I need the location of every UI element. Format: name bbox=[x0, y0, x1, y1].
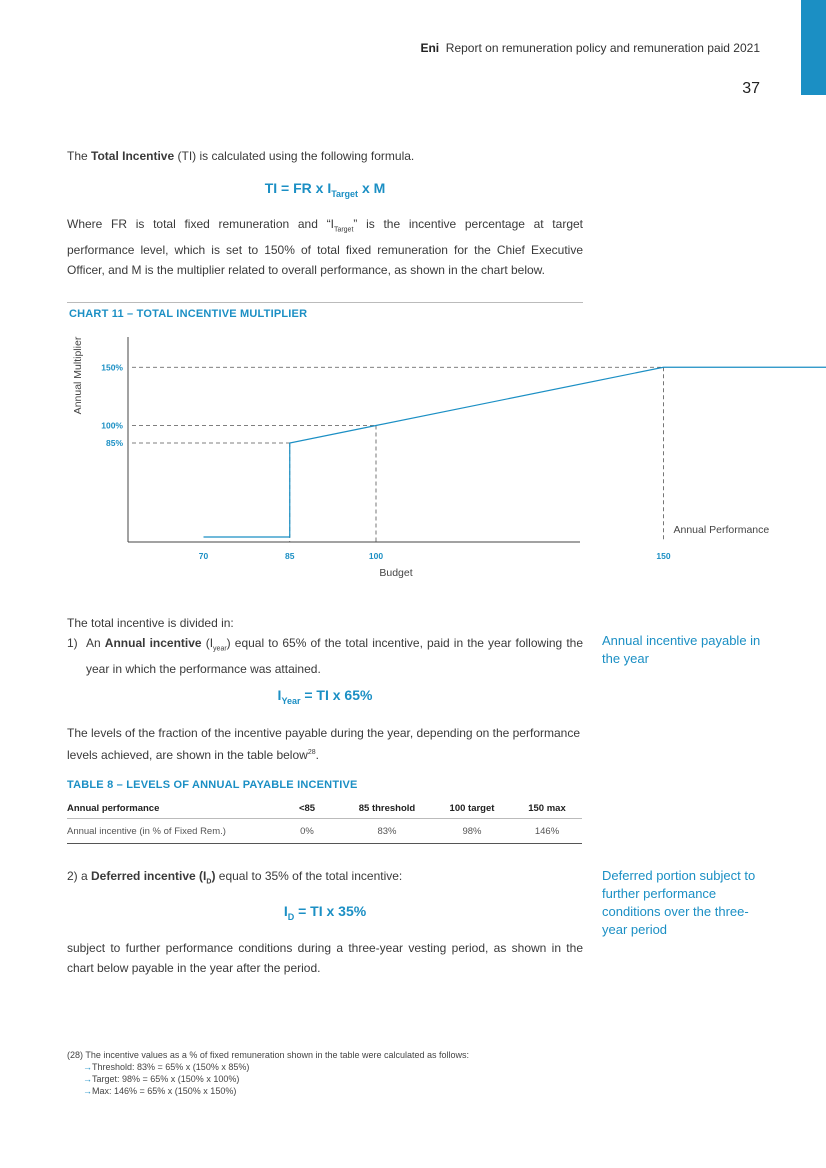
footnote bbox=[67, 1049, 587, 1097]
item-1 bbox=[67, 633, 583, 679]
levels-paragraph bbox=[67, 723, 583, 765]
formula-d-main: I bbox=[283, 903, 288, 919]
sidebar-note-annual: Annual incentive payable in the year bbox=[602, 633, 761, 666]
sidebar-note-deferred: Deferred portion subject to further performance conditions over the three-year period bbox=[602, 868, 756, 937]
table-header-cell: <85 bbox=[298, 802, 316, 814]
item-2-post: equal to 35% of the total incentive: bbox=[215, 869, 403, 883]
chart-top-rule bbox=[67, 302, 583, 303]
x-tick-label: 150 bbox=[656, 551, 671, 561]
formula-ti-sub: Target bbox=[331, 188, 359, 199]
levels-text: The levels of the fraction of the incentive payable during the year, depending on the performance levels achieved, are shown in the table below bbox=[67, 726, 580, 762]
item-1-number: 1) bbox=[67, 636, 78, 650]
x-axis-label: Annual Performance bbox=[673, 524, 770, 536]
footnote-line-text: Target: 98% = 65% x (150% x 100%) bbox=[92, 1074, 240, 1084]
formula-ti-tail: x M bbox=[358, 180, 386, 196]
table-cell: Annual incentive (in % of Fixed Rem.) bbox=[67, 825, 226, 837]
multiplier-series-line bbox=[204, 367, 826, 537]
item-1-paren: (I bbox=[201, 636, 214, 650]
item-2-bold: Deferred incentive (I bbox=[91, 869, 207, 883]
item-2-bold-end: ) bbox=[211, 869, 216, 883]
x-tick-label: 85 bbox=[285, 551, 295, 561]
table-header-cell: 100 target bbox=[449, 802, 495, 814]
item-1-pre: An bbox=[86, 636, 105, 650]
item-2 bbox=[67, 866, 402, 892]
formula-year-tail: = TI x 65% bbox=[300, 687, 373, 703]
item-2-sub: D bbox=[206, 878, 212, 886]
table-cell: 146% bbox=[534, 825, 560, 837]
arrow-icon: → bbox=[83, 1074, 92, 1084]
where-part1: Where FR is total fixed remuneration and “I bbox=[67, 217, 334, 231]
y-tick-label: 150% bbox=[101, 362, 123, 373]
levels-table bbox=[67, 798, 582, 844]
page-number: 37 bbox=[742, 80, 760, 97]
table-header-cell: 85 threshold bbox=[358, 802, 416, 814]
intro-bold: Total Incentive bbox=[91, 149, 175, 163]
multiplier-chart bbox=[60, 325, 770, 585]
footnote-main: (28) The incentive values as a % of fixed remuneration shown in the table were calculated as follows: bbox=[67, 1050, 470, 1060]
multiplier-chart-svg bbox=[60, 325, 770, 585]
formula-d-sub: D bbox=[287, 911, 295, 922]
table-row bbox=[67, 819, 582, 844]
footnote-line-text: Max: 146% = 65% x (150% x 150%) bbox=[92, 1086, 237, 1096]
intro-pre: The bbox=[67, 149, 92, 163]
y-tick-label: 85% bbox=[105, 437, 123, 448]
table-header-cell: Annual performance bbox=[67, 802, 160, 814]
item-2-pre: 2) a bbox=[67, 869, 92, 883]
subject-paragraph: subject to further performance conditions during a three-year vesting period, as shown in the chart below payable in the year after the period. bbox=[67, 941, 583, 975]
footnote-line bbox=[67, 1085, 587, 1097]
formula-ti-main: TI = FR x I bbox=[264, 180, 332, 196]
budget-label: Budget bbox=[379, 567, 413, 579]
division-lead: The total incentive is divided in: bbox=[67, 616, 234, 630]
arrow-icon: → bbox=[83, 1062, 92, 1072]
table-caption: TABLE 8 – LEVELS OF ANNUAL PAYABLE INCENTIVE bbox=[67, 779, 358, 791]
where-part2: ” is the incentive percentage at target performance level, which is set to 150% of total fixed remuneration for the Chief Executive Officer, and M is the multiplier related to overall performance, as shown in the chart below. bbox=[67, 217, 583, 278]
edge-tab bbox=[801, 0, 826, 95]
footnote-line bbox=[67, 1073, 587, 1085]
formula-year-main: I bbox=[277, 687, 282, 703]
intro-paragraph bbox=[67, 146, 587, 166]
table-cell: 83% bbox=[377, 825, 397, 837]
table-header-cell: 150 max bbox=[528, 802, 566, 814]
footnote-ref: 28 bbox=[307, 749, 316, 756]
running-header bbox=[420, 41, 760, 55]
x-tick-label: 70 bbox=[198, 551, 209, 561]
item-1-text bbox=[67, 633, 583, 679]
formula-ti bbox=[67, 180, 583, 199]
item-1-bold: Annual incentive bbox=[104, 636, 202, 650]
formula-year bbox=[67, 687, 583, 706]
header-brand: Eni bbox=[420, 41, 440, 55]
formula-d bbox=[67, 903, 583, 922]
where-paragraph bbox=[67, 214, 583, 280]
formula-d-tail: = TI x 35% bbox=[294, 903, 367, 919]
where-sub: Target bbox=[333, 226, 354, 234]
formula-year-sub: Year bbox=[281, 695, 301, 706]
table-cell: 0% bbox=[300, 825, 314, 837]
table-cell: 98% bbox=[462, 825, 482, 837]
table-header-row bbox=[67, 798, 582, 819]
chart-title: CHART 11 – TOTAL INCENTIVE MULTIPLIER bbox=[69, 308, 308, 320]
y-axis-label: Annual Multiplier bbox=[72, 336, 84, 415]
footnote-line bbox=[67, 1061, 587, 1073]
levels-table-wrap bbox=[67, 798, 582, 844]
item-1-post: ) equal to 65% of the total incentive, paid in the year following the year in which the performance was attained. bbox=[86, 636, 583, 677]
y-tick-label: 100% bbox=[101, 420, 123, 431]
levels-end: . bbox=[315, 748, 319, 762]
header-title: Report on remuneration policy and remuneration paid 2021 bbox=[445, 41, 760, 55]
intro-post: (TI) is calculated using the following formula. bbox=[174, 149, 415, 163]
footnote-line-text: Threshold: 83% = 65% x (150% x 85%) bbox=[92, 1062, 250, 1072]
item-1-sub: year bbox=[213, 645, 227, 653]
x-tick-label: 100 bbox=[368, 551, 384, 561]
arrow-icon: → bbox=[83, 1086, 92, 1096]
